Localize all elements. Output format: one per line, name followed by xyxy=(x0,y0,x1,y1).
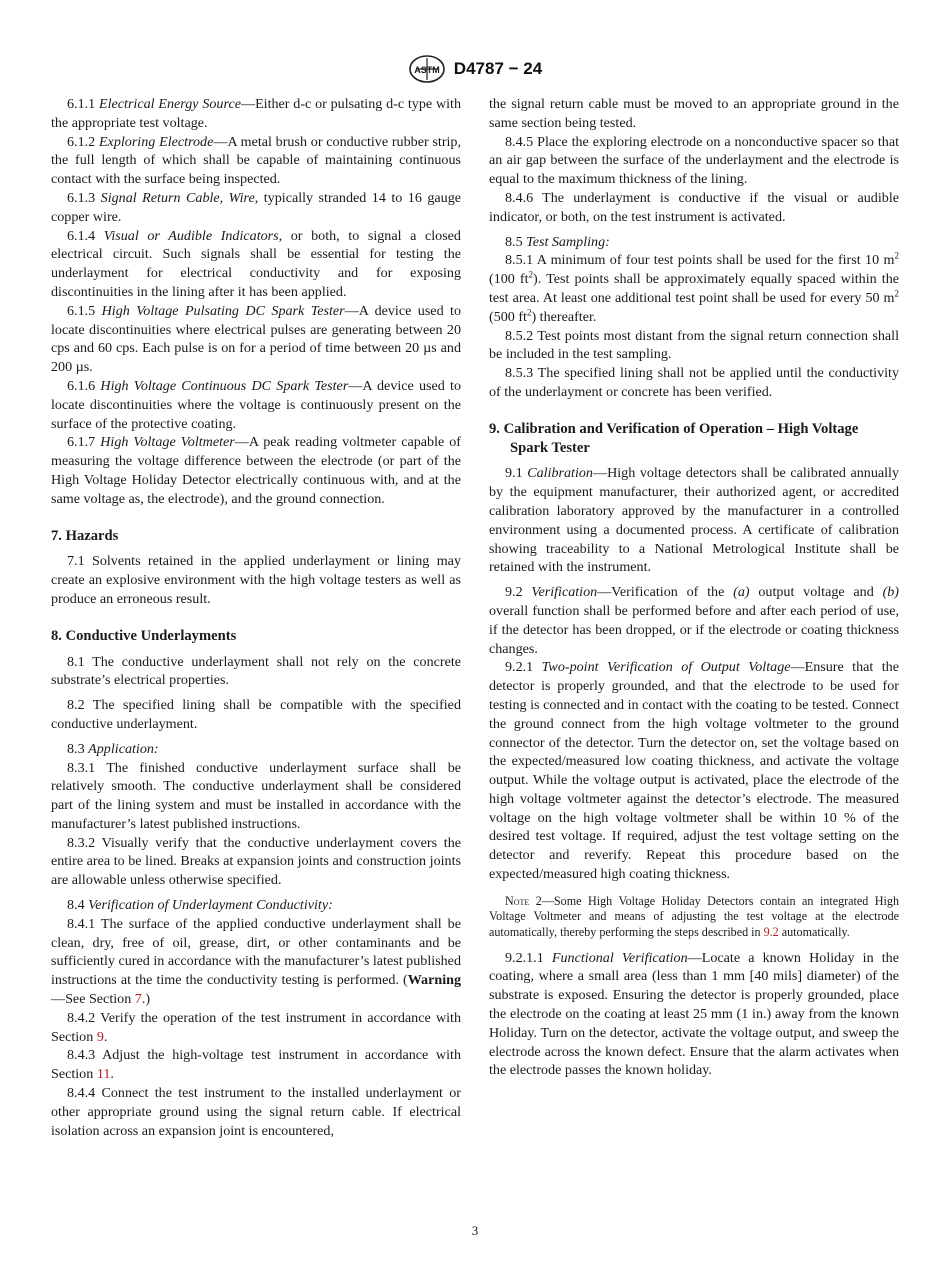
para-6-1-3: 6.1.3 Signal Return Cable, Wire, typically stranded 14 to 16 gauge copper wire. xyxy=(51,189,462,225)
para-8-4: 8.4 Verification of Underlayment Conductivity: xyxy=(67,897,333,914)
section-9-heading: 9. Calibration and Verification of Operation – High Voltage Spark Tester xyxy=(489,420,859,456)
para-8-2: 8.2 The specified lining shall be compatible with the specified conductive underlayment. xyxy=(51,697,461,732)
para-8-3-2: 8.3.2 Visually verify that the conductive underlayment covers the entire area to be lined. Breaks at expansion joints and construction joints are allowable unless otherwise specified. xyxy=(51,834,461,889)
left-column xyxy=(51,95,461,1140)
page-number: 3 xyxy=(471,1223,479,1238)
para-7-1: 7.1 Solvents retained in the applied underlayment or lining may create an explosive environment with the high voltage testers as well as produce an erroneous result. xyxy=(51,553,461,607)
svg-text:ASTM: ASTM xyxy=(414,65,440,75)
para-8-5-1: 8.5.1 A minimum of four test points shall be used for the first 10 $m^2$ (100 $ft^2$). Test points shall be approximately equally spaced within the test area. At least one additional test point shall be used for every 50 $m^2$ (500 $ft^2$) thereafter. xyxy=(489,250,899,325)
para-8-5-2: 8.5.2 Test points most distant from the signal return connection shall be included in the test sampling. xyxy=(489,327,899,363)
para-8-4-5: 8.4.5 Place the exploring electrode on a nonconductive spacer so that an air gap between the surface of the underlayment and the electrode is equal to the maximum thickness of the lining. xyxy=(489,133,899,188)
para-8-4-1: 8.4.1 The surface of the applied conductive underlayment shall be clean, dry, free of oil, grease, dirt, or other contaminants and be sufficiently cured in accordance with the manufacturer’s latest published instructions at the time the conductivity testing is performed. (Warning—See Section 7.) xyxy=(51,915,461,1008)
para-6-1-5: 6.1.5 High Voltage Pulsating DC Spark Tester—A device used to locate discontinuities where electrical pulses are generating between 20 cps and 60 cps. Each pulse is on for a period of time between 20 µs and 200 µs. xyxy=(51,302,462,376)
para-8-4-4-continued: the signal return cable must be moved to an appropriate ground in the same section being tested. xyxy=(489,96,899,131)
para-8-5-3: 8.5.3 The specified lining shall not be applied until the conductivity of the underlayment or concrete has been verified. xyxy=(489,365,899,400)
para-6-1-1: 6.1.1 Electrical Energy Source—Either d-c or pulsating d-c type with the appropriate test voltage. xyxy=(51,96,462,131)
astm-logo-icon xyxy=(408,54,446,84)
section-link[interactable]: 11 xyxy=(96,1066,111,1083)
right-column xyxy=(489,95,899,1080)
para-6-1-2: 6.1.2 Exploring Electrode—A metal brush or conductive rubber strip, the full length of which shall be capable of maintaining continuous contact with the surface being inspected. xyxy=(51,133,461,188)
standard-designation: D4787 − 24 xyxy=(453,59,543,78)
para-8-4-2: 8.4.2 Verify the operation of the test instrument in accordance with Section 9. xyxy=(51,1009,461,1045)
para-9-1: 9.1 Calibration—High voltage detectors shall be calibrated annually by the equipment manufacturer, their authorized agent, or accredited calibration laboratory approved by the manufacturer in a controlled environment using a documented process. A certificate of calibration showing traceability to a National Metrological Institute shall be retained with the instrument. xyxy=(489,465,899,576)
para-8-3: 8.3 Application: xyxy=(67,740,159,757)
para-8-4-3: 8.4.3 Adjust the high-voltage test instrument in accordance with Section 11. xyxy=(51,1047,461,1083)
section-link[interactable]: 7 xyxy=(134,991,142,1008)
para-8-3-1: 8.3.1 The finished conductive underlayment surface shall be relatively smooth. The conductive underlayment shall be considered part of the lining system and must be installed in accordance with the manufacturer’s latest published instructions. xyxy=(51,759,461,832)
para-9-2-1-1: 9.2.1.1 Functional Verification—Locate a known Holiday in the coating, where a small area (less than 1 mm [40 mils] diameter) of the substrate is exposed. Ensuring the detector is properly grounded, place the electrode on the coating at least 25 mm (1 in.) away from the known Holiday. Turn on the detector, activate the voltage output, and sweep the electrode across the known defect. Ensure that the alarm activates when the electrode passes the known holiday. xyxy=(489,949,899,1079)
page-header xyxy=(0,54,950,84)
para-8-4-6: 8.4.6 The underlayment is conductive if the visual or audible indicator, or both, on the test instrument is activated. xyxy=(489,189,899,225)
para-6-1-6: 6.1.6 High Voltage Continuous DC Spark Tester—A device used to locate discontinuities where the voltage is continuously present on the surface of the protective coating. xyxy=(51,377,462,432)
section-8-heading: 8. Conductive Underlayments xyxy=(51,627,237,644)
para-8-4-4: 8.4.4 Connect the test instrument to the installed underlayment or other appropriate ground using the signal return cable. If electrical isolation across an expansion joint is encountered, xyxy=(51,1085,461,1139)
para-8-1: 8.1 The conductive underlayment shall not rely on the concrete substrate’s electrical properties. xyxy=(51,653,461,689)
section-link[interactable]: 9 xyxy=(96,1028,104,1045)
para-8-5: 8.5 Test Sampling: xyxy=(505,233,610,250)
para-6-1-4: 6.1.4 Visual or Audible Indicators, or both, to signal a closed electrical circuit. Such signals shall be essential for testing the underlayment for electrical conductivity and for exposing discontinuities in the lining after it has been applied. xyxy=(51,227,461,300)
section-7-heading: 7. Hazards xyxy=(51,527,119,544)
para-6-1-7: 6.1.7 High Voltage Voltmeter—A peak reading voltmeter capable of measuring the voltage difference between the electrode (or part of the High Voltage Holiday Detector electrically continuous with, and at the same voltage as, the electrode), and the ground connection. xyxy=(51,434,461,507)
para-9-2: 9.2 Verification—Verification of the (a) output voltage and (b) overall function shall be performed before and after each period of use, if the detector has been dropped, or if the electrode or coating thickness changes. xyxy=(489,584,899,657)
para-9-2-1: 9.2.1 Two-point Verification of Output Voltage—Ensure that the detector is properly grounded, and that the electrode to be used for testing is connected and in contact with the coating to be tested. Connect the ground connect from the high voltage voltmeter to the ground connector of the detector. Turn the detector on, set the voltage based on the expected/measured low coating thickness, and activate the voltage output. While the voltage output is activated, place the electrode of the high voltage voltmeter against the detector’s electrode. The measured voltage on the high voltage voltmeter shall be within 10 % of the desired test voltage. If required, adjust the test voltage setting on the detector and reverify. Repeat this procedure based on the expected/measured high coating thickness. xyxy=(489,659,899,883)
note-2: Note 2—Some High Voltage Holiday Detectors contain an integrated High Voltage Voltmeter and means of adjusting the test voltage at the electrode automatically, thereby performing the steps described in 9.2 automatically. xyxy=(489,893,899,940)
section-link[interactable]: 9.2 xyxy=(763,925,779,940)
